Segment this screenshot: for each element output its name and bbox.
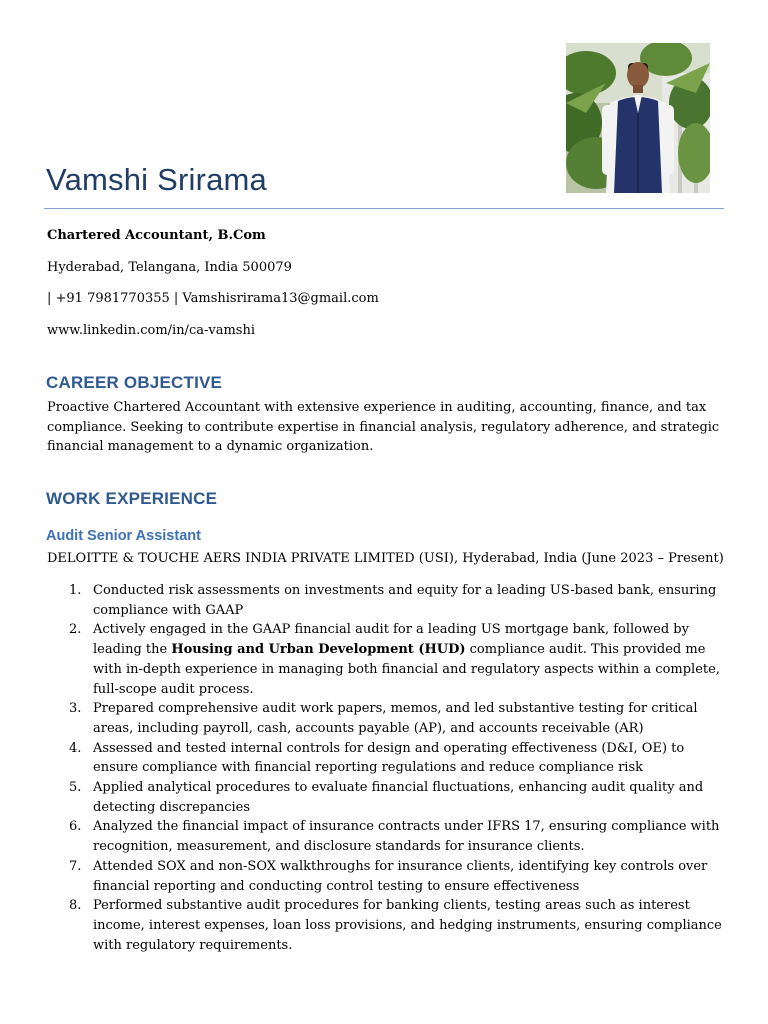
location: Hyderabad, Telangana, India 500079 [47,260,292,275]
list-item [47,778,723,817]
job-role: Audit Senior Assistant [46,528,201,544]
item-number: 8. [69,898,82,914]
professional-title: Chartered Accountant, B.Com [47,228,266,243]
list-item [47,699,723,738]
item-number: 1. [69,583,82,598]
responsibilities-list [47,581,723,955]
list-item [47,857,723,896]
item-number: 5. [69,780,82,796]
profile-photo [566,43,710,193]
list-item [47,581,723,620]
work-experience-heading: WORK EXPERIENCE [46,489,218,508]
linkedin-url: www.linkedin.com/in/ca-vamshi [47,323,255,338]
career-objective-text: Proactive Chartered Accountant with extensive experience in auditing, accounting, finance, and tax compliance. Seeking to contribute expertise in financial analysis, regulatory adherence, and strategic financial management to a dynamic organization. [47,400,720,454]
item-text: Analyzed the financial impact of insurance contracts under IFRS 17, ensuring compliance with recognition, measurement, and disclosure standards for insurance clients. [93,819,720,855]
item-number: 2. [69,622,82,638]
item-text-before: Actively engaged in the GAAP financial audit for a leading US mortgage bank, followed by leading the [93,622,689,658]
item-text: Performed substantive audit procedures for banking clients, testing areas such as interest income, interest expenses, loan loss provisions, and hedging instruments, ensuring compliance with regulatory requirements. [93,898,722,953]
item-text: Conducted risk assessments on investments and equity for a leading US-based bank, ensuring compliance with GAAP [93,583,717,618]
item-text: Assessed and tested internal controls for design and operating effectiveness (D&I, OE) to ensure compliance with financial reporting regulations and reduce compliance risk [93,740,685,776]
list-item [47,817,723,856]
career-objective-heading: CAREER OBJECTIVE [46,373,223,392]
company-line: DELOITTE & TOUCHE AERS INDIA PRIVATE LIMITED (USI), Hyderabad, India (June 2023 – Present) [47,551,724,566]
item-number: 7. [69,858,82,874]
item-text: Applied analytical procedures to evaluate financial fluctuations, enhancing audit quality and detecting discrepancies [93,780,704,815]
item-number: 3. [69,701,82,717]
contact-info: | +91 7981770355 | Vamshisrirama13@gmail.com [47,291,379,306]
candidate-name: Vamshi Srirama [46,162,267,197]
item-text-after: compliance audit. This provided me with in-depth experience in managing both financial and regulatory aspects within a complete, full-scope audit process. [93,642,720,697]
item-text: Prepared comprehensive audit work papers, memos, and led substantive testing for critical areas, including payroll, cash, accounts payable (AP), and accounts receivable (AR) [93,701,698,736]
list-item [47,739,723,778]
item-text-bold: Housing and Urban Development (HUD) [171,642,466,658]
item-number: 6. [69,819,82,835]
item-number: 4. [69,740,82,756]
item-text: Attended SOX and non-SOX walkthroughs for insurance clients, identifying key controls over financial reporting and conducting control testing to ensure effectiveness [93,858,708,894]
header-divider [44,208,724,209]
list-item [47,896,723,955]
list-item [47,620,723,699]
